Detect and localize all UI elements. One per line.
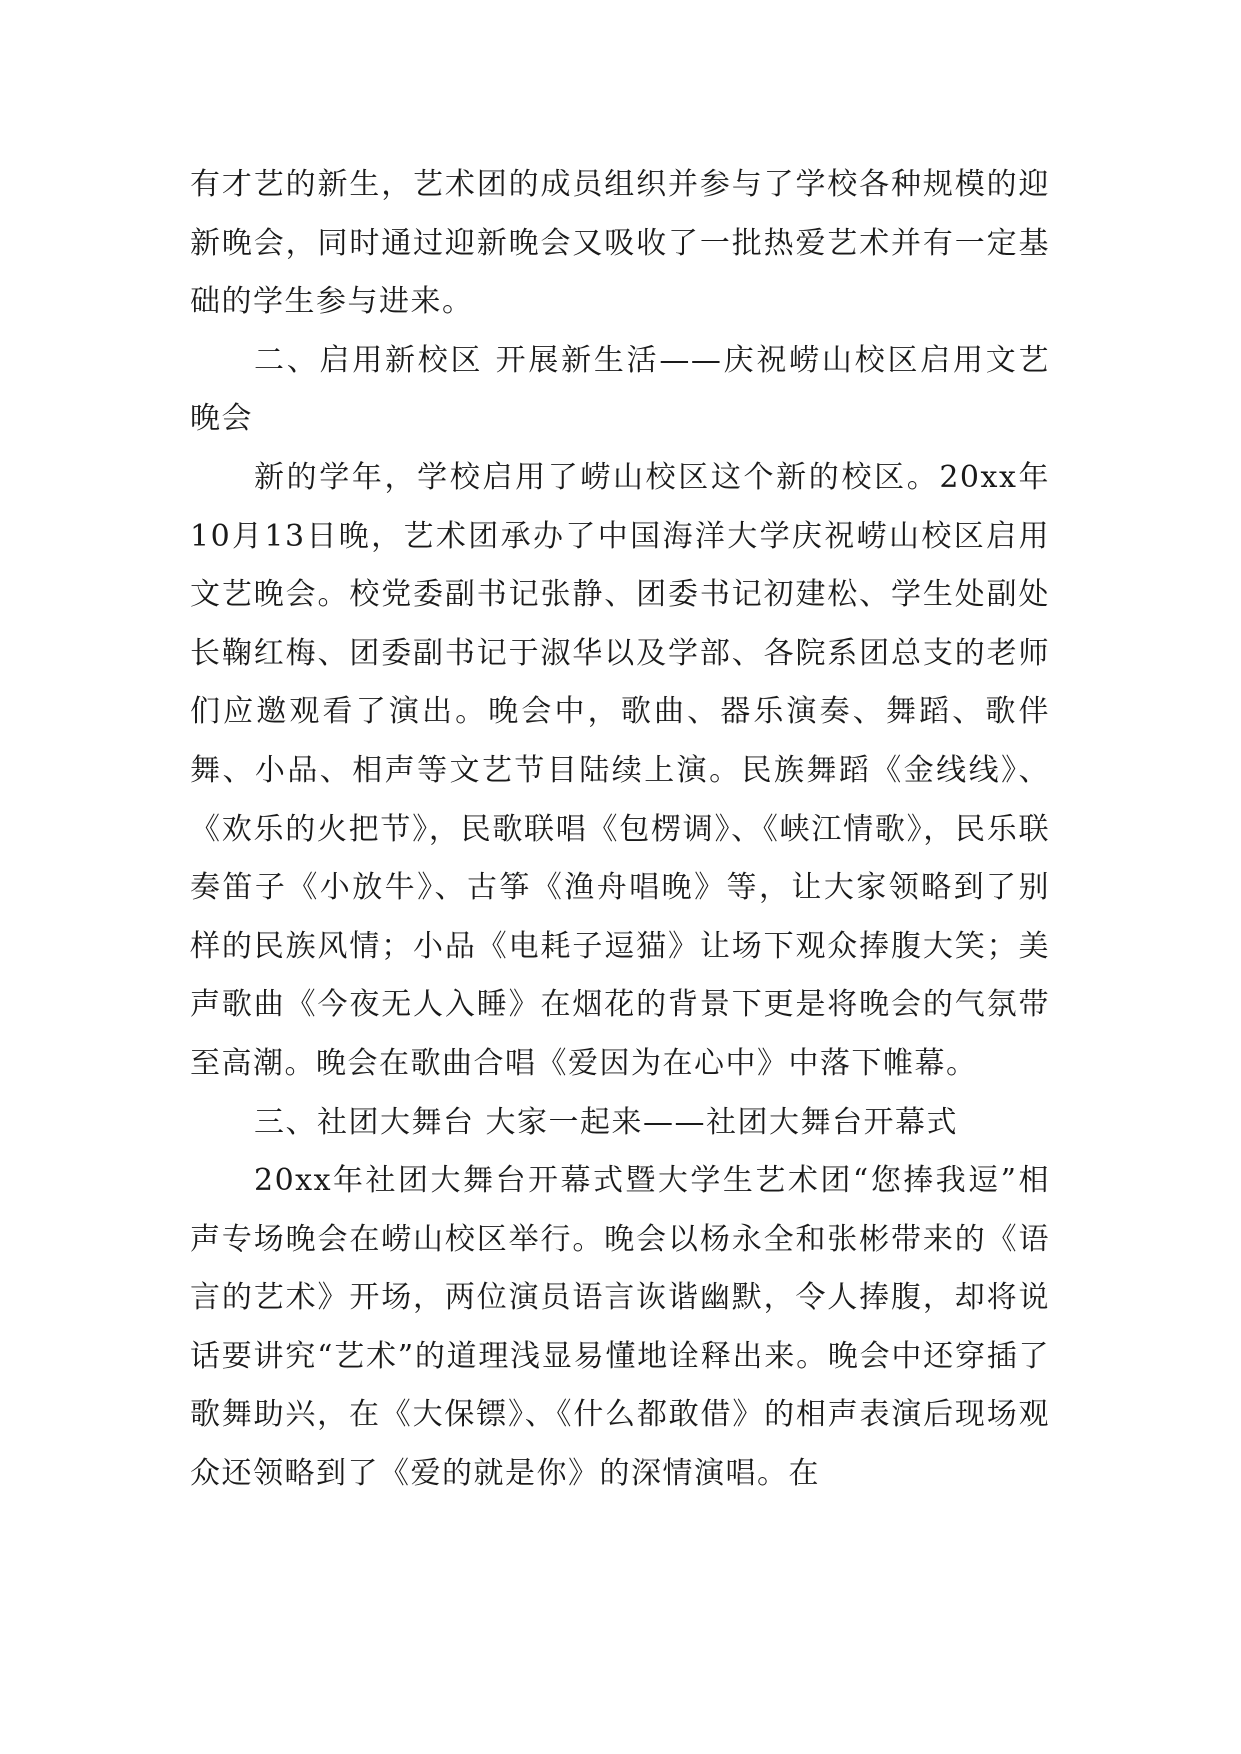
section-heading-2: 二、启用新校区 开展新生活——庆祝崂山校区启用文艺晚会 (190, 342, 1050, 437)
paragraph-laoshan-gala: 新的学年，学校启用了崂山校区这个新的校区。20xx年10月13日晚，艺术团承办了中国海洋大学庆祝崂山校区启用文艺晚会。校党委副书记张静、团委书记初建松、学生处副处长鞠红梅、团委副书记于淑华以及学部、各院系团总支的老师们应邀观看了演出。晚会中，歌曲、器乐演奏、舞蹈、歌伴舞、小品、相声等文艺节目陆续上演。民族舞蹈《金线线》、《欢乐的火把节》，民歌联唱《包楞调》、《峡江情歌》，民乐联奏笛子《小放牛》、古筝《渔舟唱晚》等，让大家领略到了别样的民族风情；小品《电耗子逗猫》让场下观众捧腹大笑；美声歌曲《今夜无人入睡》在烟花的背景下更是将晚会的气氛带至高潮。晚会在歌曲合唱《爱因为在心中》中落下帷幕。 (190, 459, 1050, 1081)
paragraph-continuation: 有才艺的新生，艺术团的成员组织并参与了学校各种规模的迎新晚会，同时通过迎新晚会又吸收了一批热爱艺术并有一定基础的学生参与进来。 (190, 167, 1050, 320)
section-heading-3: 三、社团大舞台 大家一起来——社团大舞台开幕式 (254, 1104, 959, 1140)
document-body (190, 156, 1050, 1504)
paragraph-club-stage: 20xx年社团大舞台开幕式暨大学生艺术团“您捧我逗”相声专场晚会在崂山校区举行。晚会以杨永全和张彬带来的《语言的艺术》开场，两位演员语言诙谐幽默，令人捧腹，却将说话要讲究“艺术”的道理浅显易懂地诠释出来。晚会中还穿插了歌舞助兴，在《大保镖》、《什么都敢借》的相声表演后现场观众还领略到了《爱的就是你》的深情演唱。在 (190, 1163, 1050, 1492)
